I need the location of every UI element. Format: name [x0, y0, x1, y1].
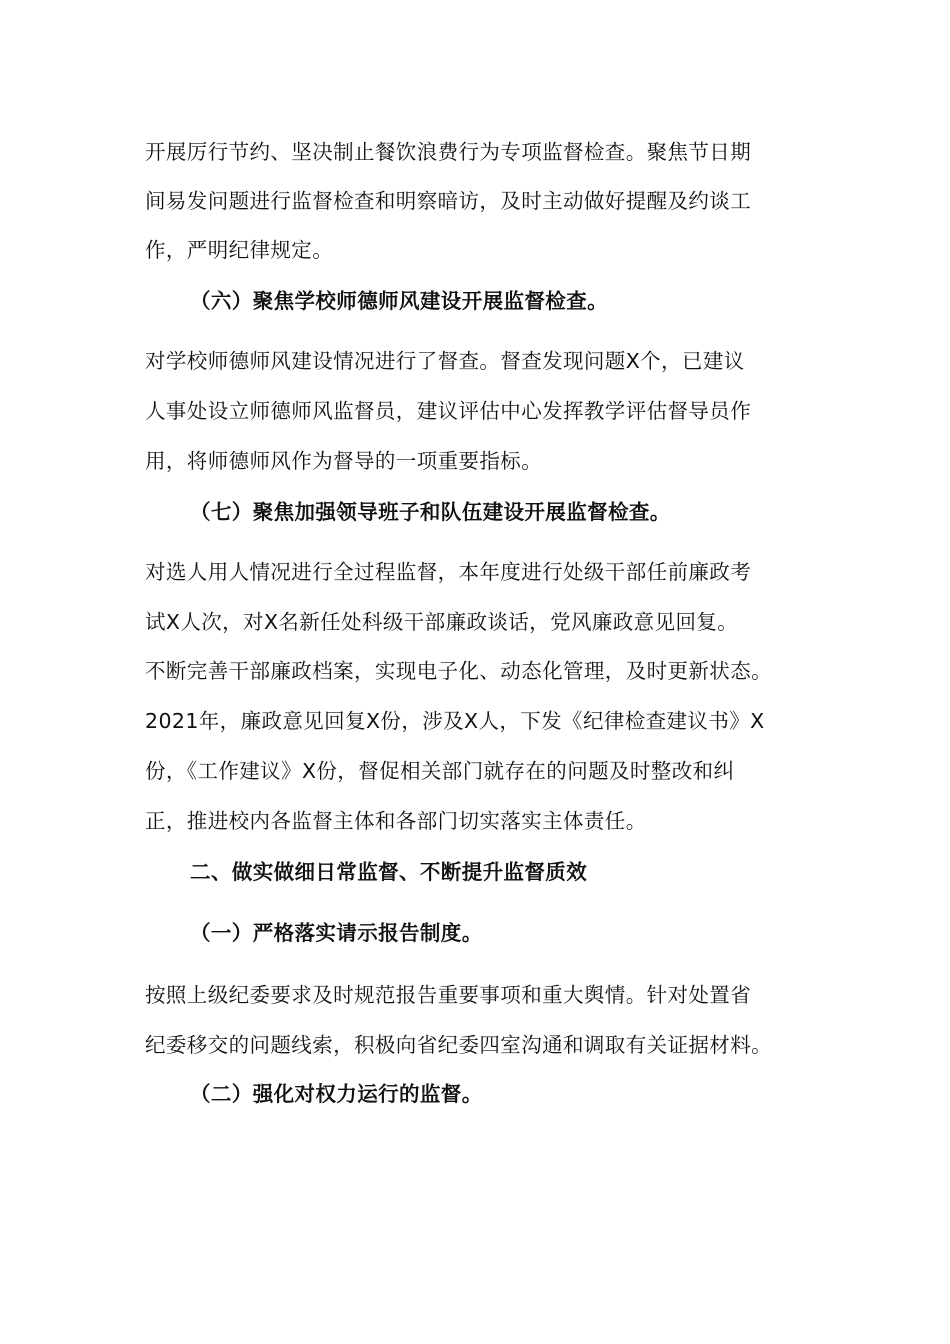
paragraph-line: 开展厉行节约、坚决制止餐饮浪费行为专项监督检查。聚焦节日期	[145, 140, 752, 164]
section-heading-7: （七）聚焦加强领导班子和队伍建设开展监督检查。	[190, 500, 671, 524]
section-heading-6: （六）聚焦学校师德师风建设开展监督检查。	[190, 289, 608, 313]
paragraph-line: 份，《工作建议》X份，督促相关部门就存在的问题及时整改和纠	[145, 759, 735, 783]
section-heading-2: （二）强化对权力运行的监督。	[190, 1082, 483, 1106]
paragraph-line: 2021年，廉政意见回复X份，涉及X人，下发《纪律检查建议书》X	[145, 709, 765, 733]
paragraph-line: 正，推进校内各监督主体和各部门切实落实主体责任。	[145, 809, 647, 833]
paragraph-line: 用，将师德师风作为督导的一项重要指标。	[145, 449, 543, 473]
paragraph-line: 作，严明纪律规定。	[145, 238, 334, 262]
paragraph-line: 人事处设立师德师风监督员，建议评估中心发挥教学评估督导员作	[145, 399, 752, 423]
paragraph-line: 不断完善干部廉政档案，实现电子化、动态化管理，及时更新状态。	[145, 659, 772, 683]
paragraph-line: 纪委移交的问题线索，积极向省纪委四室沟通和调取有关证据材料。	[145, 1033, 772, 1057]
paragraph-line: 对学校师德师风建设情况进行了督查。督查发现问题X个，已建议	[145, 349, 745, 373]
paragraph-line: 对选人用人情况进行全过程监督，本年度进行处级干部任前廉政考	[145, 560, 752, 584]
paragraph-line: 间易发问题进行监督检查和明察暗访，及时主动做好提醒及约谈工	[145, 189, 752, 213]
chapter-heading-2: 二、做实做细日常监督、不断提升监督质效	[190, 860, 588, 884]
paragraph-line: 试X人次，对X名新任处科级干部廉政谈话，党风廉政意见回复。	[145, 610, 739, 634]
section-heading-1: （一）严格落实请示报告制度。	[190, 921, 483, 945]
paragraph-line: 按照上级纪委要求及时规范报告重要事项和重大舆情。针对处置省	[145, 983, 752, 1007]
